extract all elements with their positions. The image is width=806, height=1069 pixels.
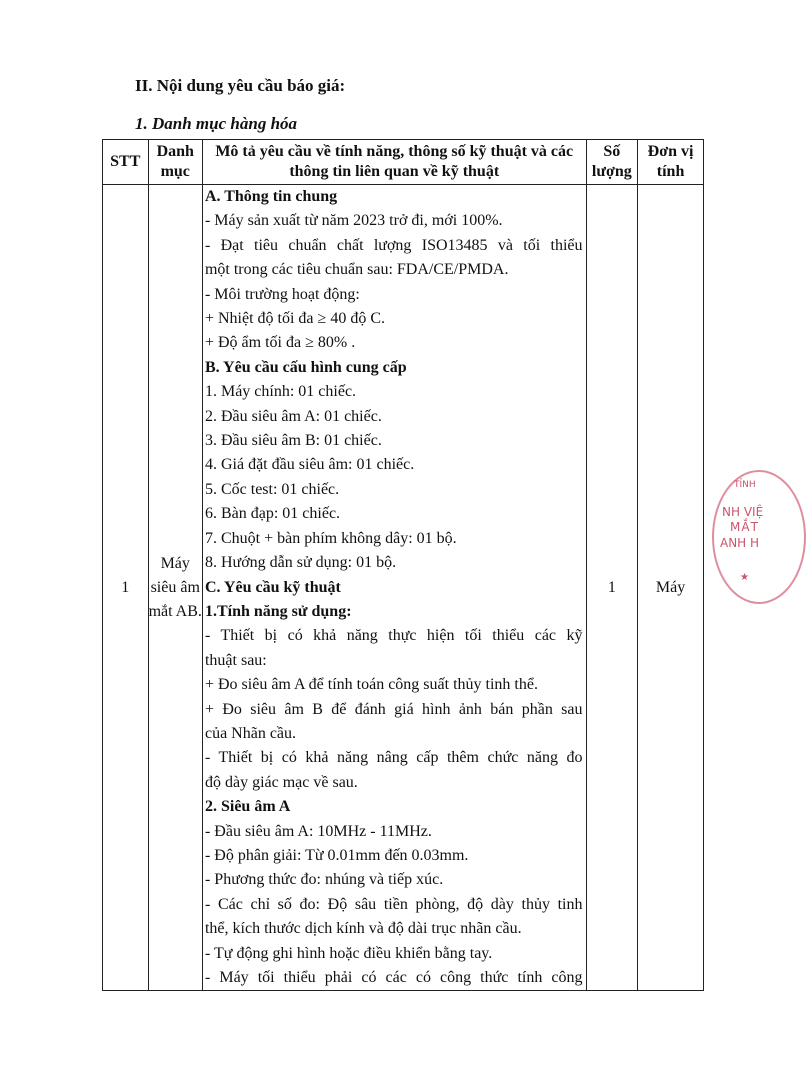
cell-danh-muc: Máy siêu âm mắt AB. [148,185,202,991]
desc-line: + Độ ẩm tối đa ≥ 80% . [204,334,356,352]
seal-text: MẮT [730,520,759,534]
desc-line: + Đo siêu âm A để tính toán công suất thủy tinh thể. [204,676,538,694]
desc-line: của Nhãn cầu. [204,724,297,742]
desc-line: 1.Tính năng sử dụng: [204,602,352,620]
desc-line: 6. Bàn đạp: 01 chiếc. [204,505,341,523]
desc-line: - Tự động ghi hình hoặc điều khiển bằng tay. [204,944,493,962]
sub-heading: 1. Danh mục hàng hóa [135,114,298,133]
desc-line: 2. Đầu siêu âm A: 01 chiếc. [204,407,382,425]
header-don-vi: Đơn vị tính [638,140,704,185]
desc-line: thuật sau: [204,651,267,669]
desc-line: - Các chỉ số đo: Độ sâu tiền phòng, độ dày thủy tinh [204,895,583,913]
desc-line: 1. Máy chính: 01 chiếc. [204,383,357,401]
desc-line: - Máy sản xuất từ năm 2023 trở đi, mới 100%. [204,212,503,230]
desc-line: 2. Siêu âm A [204,798,291,816]
desc-line: - Thiết bị có khả năng thực hiện tối thiểu các kỹ [204,627,583,645]
desc-line: + Đo siêu âm B để đánh giá hình ảnh bán phần sau [204,700,583,718]
desc-line: + Nhiệt độ tối đa ≥ 40 độ C. [204,310,385,328]
desc-line: 4. Giá đặt đầu siêu âm: 01 chiếc. [204,456,415,474]
desc-line: 8. Hướng dẫn sử dụng: 01 bộ. [204,554,397,572]
desc-line: độ dày giác mạc về sau. [204,773,358,791]
goods-table [102,139,704,991]
seal-text: NH VIỆ [722,505,764,519]
desc-line: - Phương thức đo: nhúng và tiếp xúc. [204,871,444,889]
desc-line: một trong các tiêu chuẩn sau: FDA/CE/PMDA. [204,261,509,279]
desc-line: 5. Cốc test: 01 chiếc. [204,480,340,498]
header-mo-ta: Mô tả yêu cầu về tính năng, thông số kỹ thuật và các thông tin liên quan về kỹ thuật [202,140,586,185]
seal-text: TỈNH [734,480,756,490]
desc-line: thể, kích thước dịch kính và độ dài trục nhãn cầu. [204,920,522,938]
header-so-luong: Số lượng [586,140,638,185]
cell-stt: 1 [103,185,149,991]
desc-line: - Độ phân giải: Từ 0.01mm đến 0.03mm. [204,846,469,864]
desc-line: - Đạt tiêu chuẩn chất lượng ISO13485 và tối thiểu [204,236,583,254]
desc-line: 7. Chuột + bàn phím không dây: 01 bộ. [204,529,457,547]
table-header-row [103,140,704,185]
red-seal-stamp [712,470,792,610]
desc-line: A. Thông tin chung [204,188,338,205]
cell-description [202,185,586,991]
desc-line: C. Yêu cầu kỹ thuật [204,578,341,596]
header-stt: STT [103,140,149,185]
desc-line: - Máy tối thiểu phải có các có công thức tính công [204,969,583,986]
seal-text: ANH H [720,536,760,550]
desc-line: - Môi trường hoạt động: [204,285,360,303]
seal-star-icon: ★ [740,572,749,583]
header-danh-muc: Danh mục [148,140,202,185]
cell-so-luong: 1 [586,185,638,991]
section-heading: II. Nội dung yêu cầu báo giá: [135,76,346,95]
desc-line: - Đầu siêu âm A: 10MHz - 11MHz. [204,822,432,840]
cell-don-vi: Máy [638,185,704,991]
desc-line: 3. Đầu siêu âm B: 01 chiếc. [204,432,382,450]
desc-line: B. Yêu cầu cấu hình cung cấp [204,358,407,376]
desc-line: - Thiết bị có khả năng nâng cấp thêm chức năng đo [204,749,583,767]
table-row [103,185,704,991]
